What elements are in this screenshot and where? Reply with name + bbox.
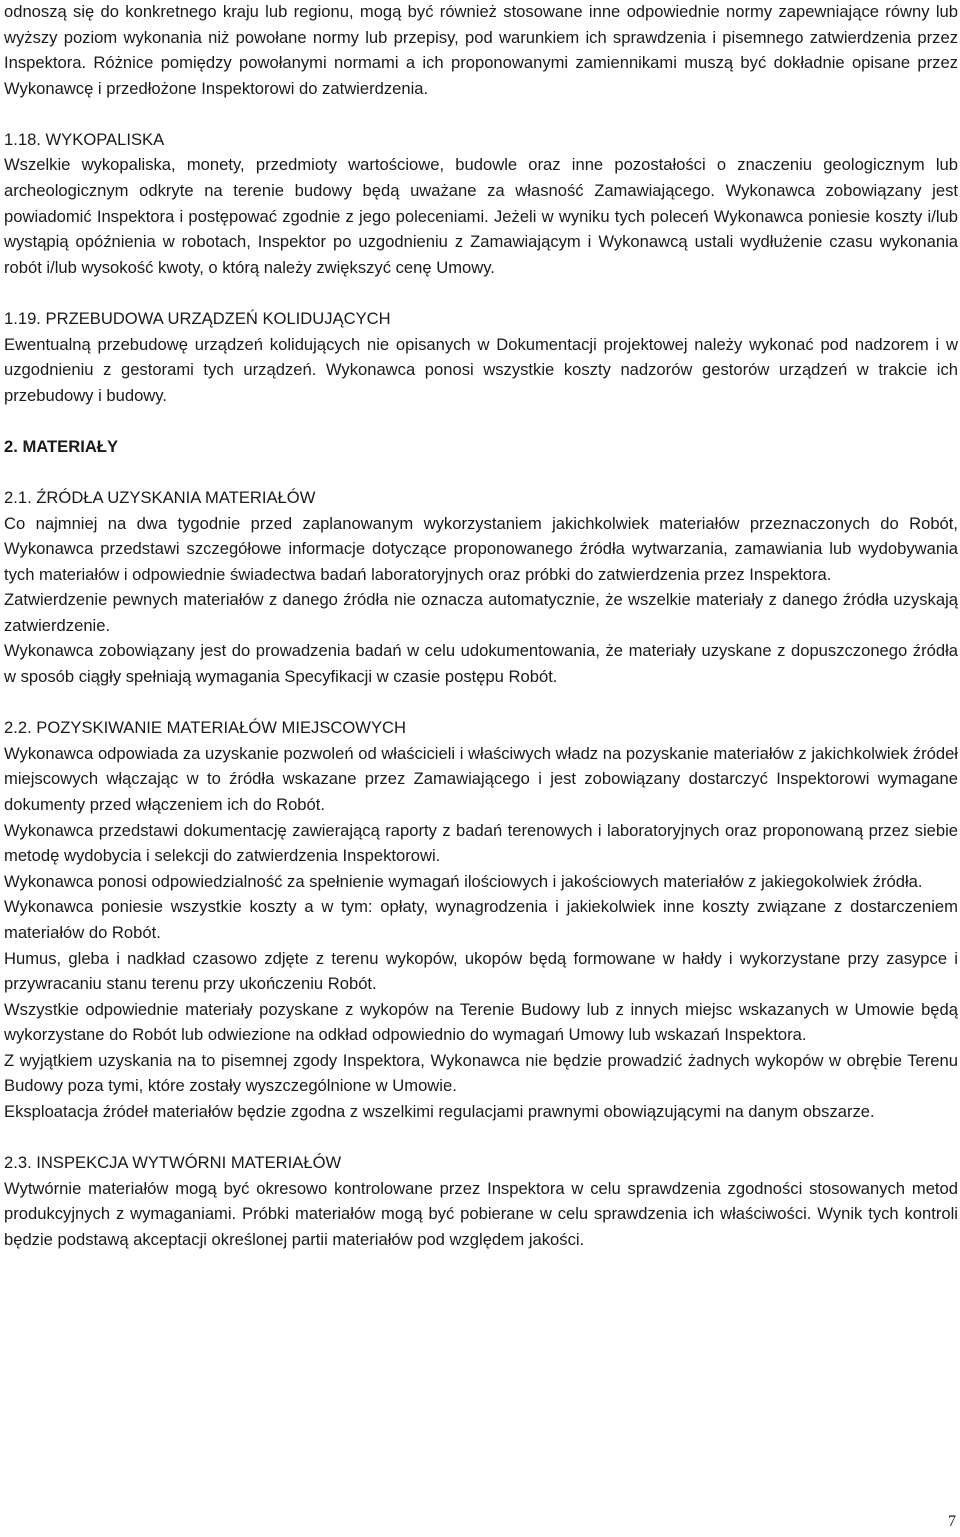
paragraph: Eksploatacja źródeł materiałów będzie zgodna z wszelkimi regulacjami prawnymi obowiązującymi na danym obszarze.: [4, 1102, 875, 1122]
paragraph: Wszelkie wykopaliska, monety, przedmioty wartościowe, budowle oraz inne pozostałości o znaczeniu geologicznym lub archeologicznym odkryte na terenie budowy będą uważane za własność Zamawiającego. Wykonawca zobowiązany jest powiadomić Inspektora i postępować zgodnie z jego poleceniami. Jeżeli w wyniku tych poleceń Wykonawca poniesie koszty i/lub wystąpią opóźnienia w robotach, Inspektor po uzgodnieniu z Zamawiającym i Wykonawcą ustali wydłużenie czasu wykonania robót i/lub wysokość kwoty, o którą należy zwiększyć cenę Umowy.: [4, 155, 958, 277]
paragraph: Humus, gleba i nadkład czasowo zdjęte z terenu wykopów, ukopów będą formowane w hałdy i wykorzystane przy zasypce i przywracaniu stanu terenu przy ukończeniu Robót.: [4, 948, 958, 994]
section-2-2: [4, 715, 958, 1125]
section-heading-1-18: 1.18. WYKOPALISKA: [4, 129, 165, 149]
section-heading-2-1: 2.1. ŹRÓDŁA UZYSKANIA MATERIAŁÓW: [4, 487, 316, 507]
paragraph: Wykonawca poniesie wszystkie koszty a w tym: opłaty, wynagrodzenia i jakiekolwiek inne koszty związane z dostarczeniem materiałów do Robót.: [4, 897, 958, 942]
intro-paragraph: odnoszą się do konkretnego kraju lub regionu, mogą być również stosowane inne odpowiednie normy zapewniające równy lub wyższy poziom wykonania niż powołane normy lub przepisy, pod warunkiem ich sprawdzenia i pisemnego zatwierdzenia przez Inspektora. Różnice pomiędzy powołanymi normami a ich proponowanymi zamiennikami muszą być dokładnie opisane przez Wykonawcę i przedłożone Inspektorowi do zatwierdzenia.: [4, 2, 958, 98]
section-heading-1-19: 1.19. PRZEBUDOWA URZĄDZEŃ KOLIDUJĄCYCH: [4, 308, 391, 328]
page-number: 7: [948, 1513, 956, 1530]
section-heading-2-2: 2.2. POZYSKIWANIE MATERIAŁÓW MIEJSCOWYCH: [4, 718, 406, 738]
paragraph: Wykonawca ponosi odpowiedzialność za spełnienie wymagań ilościowych i jakościowych materiałów z jakiegokolwiek źródła.: [4, 871, 923, 891]
chapter-heading-materials: 2. MATERIAŁY: [4, 436, 119, 456]
paragraph: Wykonawca przedstawi dokumentację zawierającą raporty z badań terenowych i laboratoryjnych oraz proponowaną przez siebie metodę wydobycia i selekcji do zatwierdzenia Inspektorowi.: [4, 820, 958, 866]
paragraph: Z wyjątkiem uzyskania na to pisemnej zgody Inspektora, Wykonawca nie będzie prowadzić żadnych wykopów w obrębie Terenu Budowy poza tymi, które zostały wyszczególnione w Umowie.: [4, 1050, 958, 1096]
paragraph: Zatwierdzenie pewnych materiałów z danego źródła nie oznacza automatycznie, że wszelkie materiały z danego źródła uzyskają zatwierdzenie.: [4, 590, 958, 635]
section-1-18: [4, 127, 958, 281]
paragraph: Wykonawca odpowiada za uzyskanie pozwoleń od właścicieli i właściwych władz na pozyskanie materiałów z jakichkolwiek źródeł miejscowych włączając w to źródła wskazane przez Zamawiającego i jest zobowiązany dostarczyć Inspektorowi wymagane dokumenty przed włączeniem ich do Robót.: [4, 743, 958, 814]
section-2: [4, 434, 958, 460]
intro-block: [4, 0, 958, 101]
paragraph: Wszystkie odpowiednie materiały pozyskane z wykopów na Terenie Budowy lub z innych miejsc wskazanych w Umowie będą wykorzystane do Robót lub odwiezione na odkład odpowiednio do wymagań Umowy lub wskazań Inspektora.: [4, 999, 958, 1045]
paragraph: Co najmniej na dwa tygodnie przed zaplanowanym wykorzystaniem jakichkolwiek materiałów przeznaczonych do Robót, Wykonawca przedstawi szczegółowe informacje dotyczące proponowanego źródła wytwarzania, zamawiania lub wydobywania tych materiałów i odpowiednie świadectwa badań laboratoryjnych oraz próbki do zatwierdzenia przez Inspektora.: [4, 513, 958, 584]
paragraph: Wytwórnie materiałów mogą być okresowo kontrolowane przez Inspektora w celu sprawdzenia zgodności stosowanych metod produkcyjnych z wymaganiami. Próbki materiałów mogą być pobierane w celu sprawdzenia ich właściwości. Wynik tych kontroli będzie podstawą akceptacji określonej partii materiałów pod względem jakości.: [4, 1178, 958, 1249]
section-1-19: [4, 306, 958, 408]
section-2-1: [4, 485, 958, 690]
section-heading-2-3: 2.3. INSPEKCJA WYTWÓRNI MATERIAŁÓW: [4, 1153, 342, 1173]
paragraph: Wykonawca zobowiązany jest do prowadzenia badań w celu udokumentowania, że materiały uzyskane z dopuszczonego źródła w sposób ciągły spełniają wymagania Specyfikacji w czasie postępu Robót.: [4, 641, 958, 687]
paragraph: Ewentualną przebudowę urządzeń kolidujących nie opisanych w Dokumentacji projektowej należy wykonać pod nadzorem i w uzgodnieniu z gestorami tych urządzeń. Wykonawca ponosi wszystkie koszty nadzorów gestorów urządzeń w trakcie ich przebudowy i budowy.: [4, 334, 958, 405]
document-page: [4, 0, 958, 1253]
section-2-3: [4, 1150, 958, 1252]
